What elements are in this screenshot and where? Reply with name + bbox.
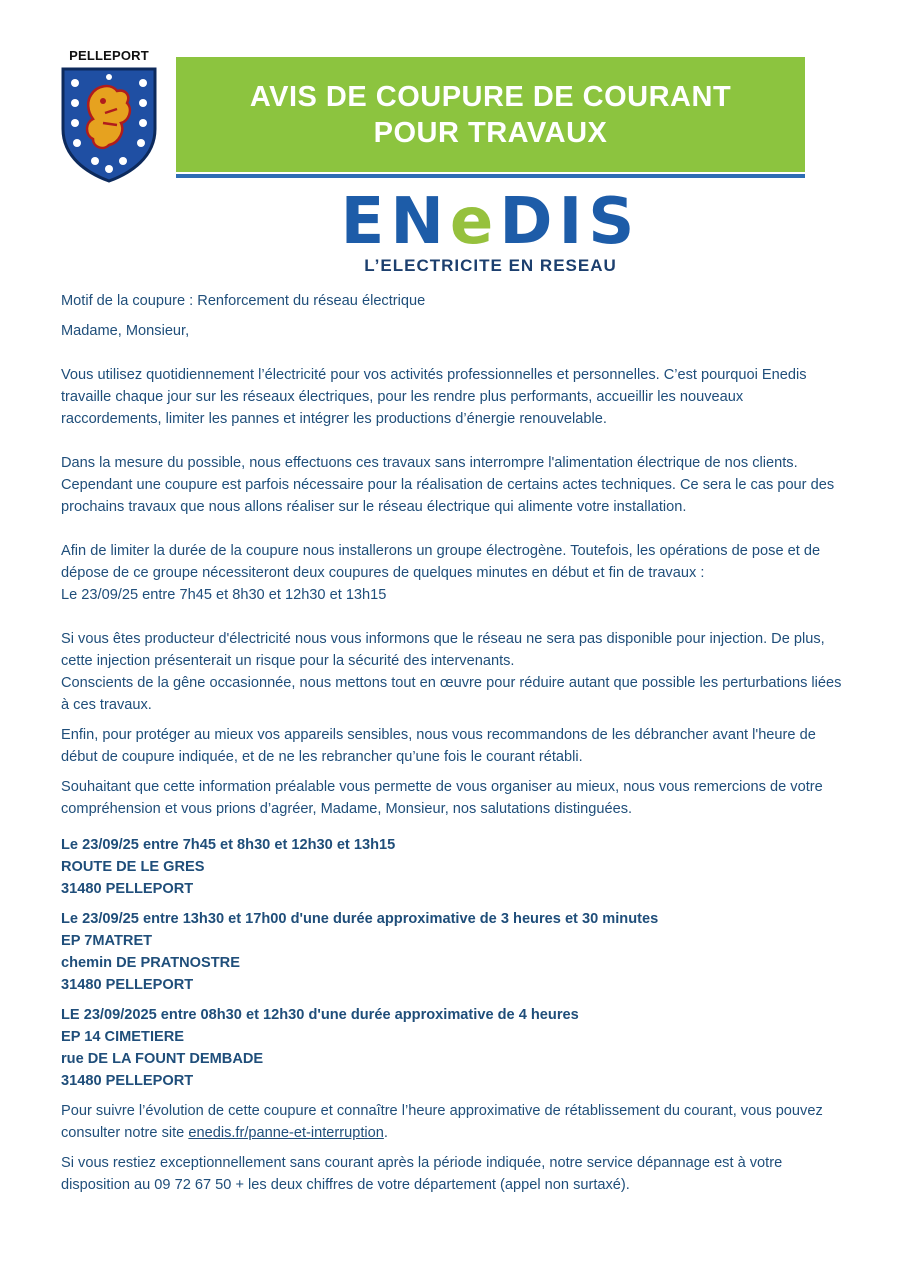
title-banner [176,57,805,172]
paragraph-closing: Souhaitant que cette information préalable vous permette de vous organiser au mieux, nous vous remercions de votre compréhension et vous prions d’agréer, Madame, Monsieur, nos salutations distinguées. [61,779,823,817]
outage-block-1 [61,834,843,900]
paragraph-producers: Si vous êtes producteur d'électricité nous vous informons que le réseau ne sera pas disponible pour injection. De plus, cette injection présenterait un risque pour la sécurité des intervenants. [61,631,825,669]
paragraph-apology: Conscients de la gêne occasionnée, nous mettons tout en œuvre pour réduire autant que possible les perturbations liées à ces travaux. [61,675,842,713]
follow-up-end: . [383,1125,388,1141]
outage-block-3 [61,1004,843,1092]
enedis-logo [176,184,805,294]
wordmark-part-2: e [449,185,500,259]
paragraph-generator: Afin de limiter la durée de la coupure nous installerons un groupe électrogène. Toutefois, les opérations de pose et de dépose de ce groupe nécessiteront deux coupures de quelques minutes en début et fin de travaux : [61,543,821,581]
commune-name: PELLEPORT [69,48,149,63]
title-line-1: AVIS DE COUPURE DE COURANT [249,80,732,113]
outage-line: 31480 PELLEPORT [61,977,194,993]
outage-line: EP 7MATRET [61,933,153,949]
paragraph-devices: Enfin, pour protéger au mieux vos appareils sensibles, nous vous recommandons de les débrancher avant l'heure de début de coupure indiquée, et de ne les rebrancher qu’une fois le courant rétabli. [61,727,816,765]
paragraph-explanation: Dans la mesure du possible, nous effectuons ces travaux sans interrompre l'alimentation électrique de nos clients. Cependant une coupure est parfois nécessaire pour la réalisation de certains actes techniques. Ce sera le cas pour des prochains travaux que nous allons réaliser sur le réseau électrique qui alimente votre installation. [61,455,835,515]
coat-of-arms-icon [59,65,159,183]
greeting: Madame, Monsieur, [61,323,190,339]
outage-block-2 [61,908,843,996]
outage-line: 31480 PELLEPORT [61,881,194,897]
paragraph-support: Si vous restiez exceptionnellement sans courant après la période indiquée, notre service dépannage est à votre disposition au 09 72 67 50 + les deux chiffres de votre département (appel non surtaxé). [61,1155,783,1193]
outage-line: LE 23/09/2025 entre 08h30 et 12h30 d'une durée approximative de 4 heures [61,1007,579,1023]
title-line-2: POUR TRAVAUX [373,116,608,149]
outage-line: Le 23/09/25 entre 13h30 et 17h00 d'une durée approximative de 3 heures et 30 minutes [61,911,659,927]
follow-up-text: Pour suivre l’évolution de cette coupure et connaître l’heure approximative de rétablissement du courant, vous pouvez consulter notre site [61,1103,823,1141]
outage-line: chemin DE PRATNOSTRE [61,955,240,971]
paragraph-follow-up [61,1100,843,1144]
outage-reason: Motif de la coupure : Renforcement du réseau électrique [61,293,426,309]
generator-schedule: Le 23/09/25 entre 7h45 et 8h30 et 12h30 et 13h15 [61,587,387,603]
outage-line: rue DE LA FOUNT DEMBADE [61,1051,264,1067]
outage-line: Le 23/09/25 entre 7h45 et 8h30 et 12h30 et 13h15 [61,837,396,853]
enedis-wordmark [176,186,805,258]
commune-crest [58,48,160,183]
enedis-outage-link[interactable]: enedis.fr/panne-et-interruption [188,1125,384,1141]
wordmark-part-1: EN [340,185,450,259]
letter-body [61,290,843,1196]
banner-divider [176,174,805,178]
outage-line: EP 14 CIMETIERE [61,1029,185,1045]
enedis-tagline: L’ELECTRICITE EN RESEAU [364,256,617,275]
paragraph-intro: Vous utilisez quotidiennement l’électricité pour vos activités professionnelles et personnelles. C’est pourquoi Enedis travaille chaque jour sur les réseaux électriques, pour les rendre plus performants, accueillir les nouveaux raccordements, limiter les pannes et intégrer les productions d’énergie renouvelable. [61,367,807,427]
wordmark-part-3: DIS [499,185,641,259]
outage-line: ROUTE DE LE GRES [61,859,205,875]
outage-line: 31480 PELLEPORT [61,1073,194,1089]
